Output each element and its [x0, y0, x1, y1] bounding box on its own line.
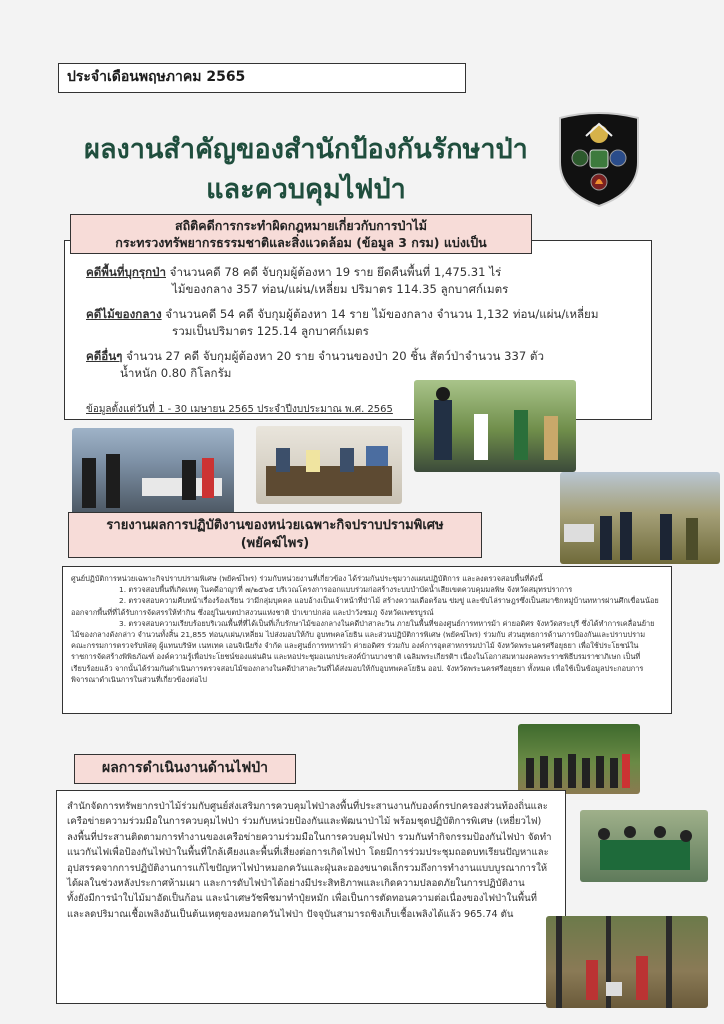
- task-force-intro: ศูนย์ปฏิบัติการหน่วยเฉพาะกิจปราบปรามพิเศษ (พยัคฆ์ไพร) ร่วมกับหน่วยงานที่เกี่ยวข้อง ได้ร่วมกันประชุมวางแผนปฏิบัติการ และลงตรวจสอบพื้นที่ดังนี้: [71, 574, 543, 583]
- forest-fire-paragraph-1: สำนักจัดการทรัพยากรป่าไม้ร่วมกับศูนย์ส่งเสริมการควบคุมไฟป่าลงพื้นที่ประสานงานกับองค์กรปกครองส่วนท้องถิ่นและเครือข่ายความร่วมมือในการควบคุมไฟป่า ร่วมกับหน่วยป้องกันและพัฒนาป่าไม้ พร้อมชุดปฏิบัติการพิเศษ (เหยี่ยวไฟ) ลงพื้นที่ประสานติดตามการทำงานของเครือข่ายความร่วมมือในการควบคุมไฟป่า รวมกันทำกิจกรรมป้องกันไฟป่า จัดทำแนวกันไฟเพื่อป้องกันไฟป่าในพื้นที่ใกล้เคียงและพื้นที่เสี่ยงต่อการเกิดไฟป่า โดยมีการร่วมประชุมถอดบทเรียนปัญหาและอุปสรรคจากการปฏิบัติงานการแก้ไขปัญหาไฟป่าหมอกควันและฝุ่นละอองขนาดเล็กรวมถึงการทำงานแบบบูรณาการให้ได้ผลในช่วงหลังประกาศห้ามเผา และการดับไฟป่าได้อย่างมีประสิทธิภาพและเกิดความปลอดภัยในการปฏิบัติงาน: [67, 801, 552, 890]
- stat-other-line1: จำนวน 27 คดี จับกุมผู้ต้องหา 20 ราย จำนวนของป่า 20 ชิ้น สัตว์ป่าจำนวน 337 ตัว: [122, 349, 544, 363]
- special-task-force-heading-line1: รายงานผลการปฏิบัติงานของหน่วยเฉพาะกิจปราบปรามพิเศษ: [106, 518, 444, 533]
- stat-encroachment: [86, 264, 508, 298]
- case-statistics-heading: [70, 214, 532, 254]
- data-period-note: ข้อมูลตั้งแต่วันที่ 1 - 30 เมษายน 2565 ประจำปีงบประมาณ พ.ศ. 2565: [86, 404, 393, 415]
- stat-timber-line2: รวมเป็นปริมาตร 125.14 ลูกบาศก์เมตร: [172, 324, 369, 338]
- task-force-item-1: 1. ตรวจสอบพื้นที่เกิดเหตุ ในคดีอาญาที่ ๗/๒๕๖๕ บริเวณโครงการออกแบบร่วมก่อสร้างระบบบำบัดน้ำเสียเขตควบคุมมลพิษ จังหวัดสมุทรปราการ: [119, 585, 573, 595]
- report-month-box: [58, 63, 466, 93]
- page-title-line1: ผลงานสำคัญของสำนักป้องกันรักษาป่า: [84, 134, 528, 165]
- photo-boat-operation: [72, 428, 234, 516]
- task-force-item-3: 3. ตรวจสอบความเรียบร้อยบริเวณพื้นที่ที่ได้เป็นที่เก็บรักษาไม้ของกลางในคดีป่าสาละวิน ภายในพื้นที่ของศูนย์การทหารม้า ค่ายอดิศร จังหวัดสระบุรี ซึ่งได้ทำการเคลื่อนย้ายไม้ของกลางดังกล่าว จำนวนทั้งสิ้น 21,855 ท่อน/แผ่น/เหลี่ยม ไปส่งมอบให้กับ อูบทพคลโยธิน และส่วนปฏิบัติการพิเศษ (พยัคฆ์ไพร) ร่วมกับ ส่วนยุทธการด้านการป้องกันและปราบปราม คณะกรรมการตรวจรับพัสดุ ผู้แทนบริษัท เนทเทค เอนจิเนียริ่ง จำกัด และศูนย์การทหารม้า ค่ายอดิศร ร่วมกับ องค์การอุตสาหกรรมป่าไม้ จังหวัดพระนครศรีอยุธยา เพื่อใช้ประโยชน์ในราชการจัดสร้างพิพิธภัณฑ์ องค์ความรู้เพื่อประโยชน์ของแผ่นดิน และหอประชุมอเนกประสงค์บ้านบางชาติ เฉลิมพระเกียรติฯ เนื่องในโอกาสมหามงคลพระราชพิธีบรมราชาภิเษก เป็นที่เรียบร้อยแล้ว จากนั้นได้ร่วมกันดำเนินการตรวจสอบไม้ของกลางในคดีป่าสาละวินที่ได้ส่งมอบให้กับอูบทพคลโยธิน ออป. จังหวัดพระนครศรีอยุธยา ทั้งหมด เพื่อใช้เป็นข้อมูลประกอบการพิจารณาดำเนินการในส่วนที่เกี่ยวข้องต่อไป: [71, 618, 655, 684]
- photo-forest-fire-team: [518, 724, 640, 794]
- stat-other: [86, 348, 544, 382]
- stat-encroachment-line1: จำนวนคดี 78 คดี จับกุมผู้ต้องหา 19 ราย ยึดคืนพื้นที่ 1,475.31 ไร่: [166, 265, 502, 279]
- stat-timber-label: คดีไม้ของกลาง: [86, 307, 162, 321]
- photo-fire-meeting: [580, 810, 708, 882]
- photo-field-inspection: [560, 472, 720, 564]
- stat-other-line2: น้ำหนัก 0.80 กิโลกรัม: [120, 366, 232, 380]
- photo-patrol-team: [414, 380, 576, 472]
- agency-emblem: [556, 112, 642, 208]
- forest-fire-report: [56, 790, 566, 1004]
- special-task-force-heading-line2: (พยัคฆ์ไพร): [240, 536, 310, 551]
- stat-timber-line1: จำนวนคดี 54 คดี จับกุมผู้ต้องหา 14 ราย ไม้ของกลาง จำนวน 1,132 ท่อน/แผ่น/เหลี่ยม: [161, 307, 599, 321]
- forest-fire-heading: ผลการดำเนินงานด้านไฟป่า: [74, 754, 296, 784]
- stat-encroachment-label: คดีพื้นที่บุกรุกป่า: [86, 265, 166, 279]
- case-statistics-heading-line2: กระทรวงทรัพยากรธรรมชาติและสิ่งแวดล้อม (ข้อมูล 3 กรม) แบ่งเป็น: [115, 235, 487, 250]
- task-force-item-2: 2. ตรวจสอบความคืบหน้าเรื่องร้องเรียน ว่ามีกลุ่มบุคคล แอบอ้างเป็นเจ้าหน้าที่ป่าไม้ สร้างความเดือดร้อน ข่มขู่ และขับไล่ราษฎรซึ่งเป็นสมาชิกหมู่บ้านทหารผ่านศึกเขื่อนน้อย ออกจากพื้นที่ที่ได้รับการจัดสรรให้ทำกิน ซึ่งอยู่ในเขตป่าสงวนแห่งชาติ ป่าเขาปกล่อ และป่าวังชมภู จังหวัดเพชรบูรณ์: [71, 596, 659, 617]
- case-statistics-heading-line1: สถิติคดีการกระทำผิดกฎหมายเกี่ยวกับการป่าไม้: [174, 218, 428, 233]
- stat-timber: [86, 306, 599, 340]
- forest-fire-paragraph-2: ทั้งยังมีการนำใบไม้มาอัดเป็นก้อน และนำเศษวัชพืชมาทำปุ๋ยหมัก เพื่อเป็นการตัดทอนความต่อเนื่องของไฟป่าในพื้นที่ และลดปริมาณเชื้อเพลิงอันเป็นต้นเหตุของหมอกควันไฟป่า ปัจจุบันสามารถชิงเก็บเชื้อเพลิงได้แล้ว 965.74 ตัน: [67, 893, 537, 920]
- report-month: ประจำเดือนพฤษภาคม 2565: [67, 69, 246, 85]
- page-title-line2: และควบคุมไฟป่า: [206, 174, 406, 205]
- stat-encroachment-line2: ไม้ของกลาง 357 ท่อน/แผ่น/เหลี่ยม ปริมาตร 114.35 ลูกบาศก์เมตร: [172, 282, 509, 296]
- special-task-force-heading: [68, 512, 482, 558]
- photo-leaf-compost: [546, 916, 708, 1008]
- stat-other-label: คดีอื่นๆ: [86, 349, 123, 363]
- special-task-force-report: [62, 566, 672, 714]
- page-title: [66, 130, 546, 210]
- photo-planning-meeting: [256, 426, 402, 504]
